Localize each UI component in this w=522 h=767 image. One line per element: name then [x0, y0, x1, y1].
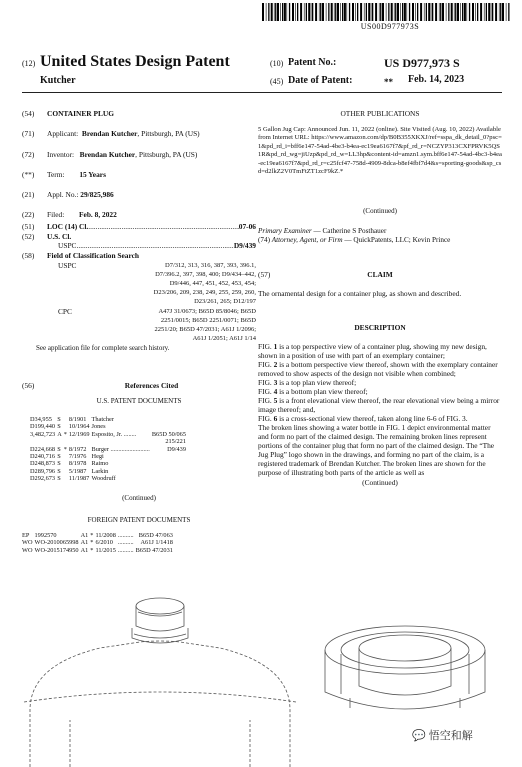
barcode-bar — [335, 3, 336, 21]
barcode-bar — [379, 3, 380, 21]
us-ref-cell: Jones — [91, 423, 106, 431]
plug-on-bottle — [132, 598, 188, 643]
us-ref-cell: D289,796 — [30, 467, 56, 475]
barcode-bar — [432, 3, 433, 21]
foreign-ref-cell: 6/2010 — [95, 539, 113, 547]
us-ref-row — [30, 416, 188, 423]
us-ref-cell: 8/1978 — [68, 460, 87, 468]
us-docs-title: U.S. PATENT DOCUMENTS — [96, 397, 182, 405]
barcode-bar — [352, 3, 354, 21]
barcode-bar — [326, 3, 327, 21]
foreign-ref-cell: WO-2015174950 — [34, 546, 79, 554]
code-21: (21) — [22, 190, 35, 199]
foreign-ref-cell: .......... — [117, 539, 134, 547]
us-ref-cell — [152, 468, 188, 475]
uspc-line: D23/206, 209, 238, 249, 255, 259, 260, — [153, 289, 256, 296]
us-ref-cell: 8/1972 — [68, 445, 87, 453]
foreign-ref-cell: A1 — [80, 532, 89, 539]
code-10: (10) — [270, 59, 284, 68]
us-ref-cell — [152, 453, 188, 460]
code-52: (52) — [22, 232, 35, 241]
barcode-bar — [469, 3, 470, 21]
us-ref-row — [30, 438, 188, 445]
dot-leader — [77, 241, 234, 250]
us-ref-cell: * — [63, 445, 67, 453]
barcode-bar — [284, 3, 286, 21]
us-ref-cell: S — [57, 453, 61, 461]
us-ref-row — [30, 475, 188, 482]
barcode-bar — [334, 3, 335, 21]
code-45: (45) — [270, 77, 284, 86]
us-ref-row — [30, 423, 188, 430]
code-58: (58) — [22, 251, 35, 260]
barcode-bar — [394, 3, 395, 21]
cpc-line: 2251/0015; B65D 2251/0071; B65D — [160, 317, 256, 324]
inventor-surname: Kutcher — [40, 75, 76, 86]
us-ref-cell: 11/1987 — [68, 475, 90, 483]
us-ref-cell — [30, 438, 57, 445]
us-ref-cell: D199,440 — [30, 423, 56, 431]
field-appl-no — [22, 190, 256, 200]
barcode-bar — [442, 3, 444, 21]
see-app-text: See application file for complete search history. — [36, 344, 170, 352]
barcode-bar — [486, 3, 487, 21]
barcode-bar — [439, 3, 440, 21]
barcode-bar — [360, 3, 362, 21]
barcode-bar — [404, 3, 406, 21]
applicant-name: Brendan Kutcher — [81, 129, 138, 138]
barcode-bar — [340, 3, 341, 21]
us-ref-cell: Esposito, Jr. ........ — [91, 430, 137, 438]
field-search-label: Field of Classification Search — [47, 251, 140, 260]
code-54: (54) — [22, 109, 35, 118]
barcode-bar — [508, 3, 509, 21]
barcode-bar — [331, 3, 333, 21]
description-body — [258, 342, 502, 487]
foreign-ref-cell: 1992570 — [34, 532, 57, 539]
barcode-bar — [280, 3, 281, 21]
term-value: 15 Years — [79, 170, 106, 179]
desc-fig-5: FIG. 5 is a front elevational view thereof, the rear elevational view being a mirror image thereof; and, — [258, 396, 500, 414]
foreign-ref-cell: EP — [22, 532, 30, 539]
barcode-bar — [274, 3, 275, 21]
us-ref-cell — [69, 438, 92, 445]
attorney-label: Attorney, Agent, or Firm — [271, 236, 343, 244]
barcode-bar — [308, 3, 310, 21]
us-ref-cell: Hegi — [91, 453, 104, 461]
barcode-bar — [420, 3, 422, 21]
barcode-bar — [464, 3, 466, 21]
barcode-bar — [495, 3, 497, 21]
barcode-bar — [304, 3, 305, 21]
foreign-ref-cell: 11/2015 — [95, 546, 116, 554]
barcode-bar — [446, 3, 447, 21]
barcode-bar — [320, 3, 321, 21]
field-inventor — [22, 150, 256, 160]
barcode-bar — [275, 3, 276, 21]
barcode-bar — [388, 3, 389, 21]
foreign-ref-row — [22, 547, 175, 554]
barcode-bar — [502, 3, 504, 21]
barcode-bar — [426, 3, 427, 21]
examiner-line — [258, 227, 502, 236]
barcode — [262, 3, 510, 21]
barcode-bar — [372, 3, 373, 21]
barcode-bar — [484, 3, 485, 21]
appl-value: 29/825,986 — [80, 190, 114, 199]
attorney-line — [258, 236, 502, 245]
field-refs — [22, 381, 256, 391]
date-stars: ** — [384, 77, 393, 87]
barcode-bar — [271, 3, 273, 21]
us-ref-cell: A — [57, 430, 62, 438]
uspc-label: USPC — [58, 241, 77, 250]
claim-title: CLAIM — [367, 270, 393, 279]
barcode-bar — [312, 3, 313, 21]
barcode-bar — [287, 3, 288, 21]
us-ref-cell: S — [57, 416, 61, 423]
us-ref-cell: D248,873 — [30, 460, 56, 468]
inventor-label: Inventor: — [47, 150, 75, 159]
desc-fig-4: FIG. 4 is a bottom plan view thereof; — [258, 387, 368, 396]
inventor-location: , Pittsburgh, PA (US) — [135, 150, 198, 159]
other-pubs-text: 5 Gallon Jug Cap: Announced Jun. 11, 2022 (online). Site Visited (Aug. 10, 2022) Available from Internet URL: https://www.amazon.com/dp/B0B355XKXJ/ref=sspa_dk_detail_0?psc=1&pd_rd_i=bff6e147-54ad-4be3-b4ea-ec19ea6167f7&pf_rd_r=NCZYP313CXFPRVK5QS1R&pd_rd_wg=jiUzp&pd_rd_w=LL3hp&content-id=amzn1.sym.bff6e147-54ad-4bc3-b4ea-ec19ea6167f7&pd_rd_r=c25fcf47-758d-4909-8dca-b8ef4fbf7d4&s=sporting-goods&sp_csd=d2lkZ2V0TmFtZT1zcF9kZ.* — [258, 126, 502, 176]
barcode-bar — [268, 3, 269, 21]
barcode-bar — [295, 3, 296, 21]
us-ref-cell: 215/221 — [165, 438, 186, 446]
us-refs-table — [30, 416, 188, 483]
header-rule — [22, 92, 502, 93]
us-ref-cell — [152, 416, 188, 423]
us-ref-cell: S — [57, 475, 61, 483]
us-ref-cell: 10/1964 — [68, 423, 90, 431]
code-12: (12) — [22, 59, 36, 68]
barcode-bar — [289, 3, 290, 21]
barcode-bar — [431, 3, 432, 21]
barcode-bar — [492, 3, 493, 21]
code-72: (72) — [22, 150, 35, 159]
barcode-number: US00D977973S — [360, 22, 420, 31]
barcode-bar — [266, 3, 267, 21]
us-ref-cell: 7/1976 — [68, 453, 87, 461]
barcode-bar — [371, 3, 372, 21]
barcode-bar — [500, 3, 501, 21]
foreign-ref-cell: A1 — [80, 546, 89, 554]
barcode-bar — [380, 3, 381, 21]
field-title — [22, 109, 256, 119]
desc-body-text: The broken lines showing a water bottle in FIG. 1 depict environmental matter and form no part of the claimed design. The remaining broken lines represent portions of the container plug that form no part of the claimed design. The “The Jug Plug” logo shown in the drawings, and forming no part of the claim, is a registered trademark of Brendan Kutcher. The broken lines are shown for the purpose of illustrating both parts of the article as well as — [258, 423, 495, 477]
us-ref-cell: * — [63, 430, 67, 438]
continued-refs: (Continued) — [122, 494, 156, 502]
claim-heading — [258, 270, 502, 280]
barcode-bar — [262, 3, 264, 21]
field-uspc — [22, 241, 256, 251]
barcode-bar — [457, 3, 459, 21]
us-ref-row — [30, 446, 188, 453]
desc-fig-3: FIG. 3 is a top plan view thereof; — [258, 378, 357, 387]
us-ref-cell: S — [57, 445, 61, 453]
filed-value: Feb. 8, 2022 — [79, 210, 117, 219]
barcode-bar — [355, 3, 356, 21]
us-ref-row — [30, 460, 188, 467]
barcode-bar — [454, 3, 455, 21]
barcode-bar — [328, 3, 329, 21]
field-search — [22, 251, 256, 261]
code-71: (71) — [22, 129, 35, 138]
barcode-bar — [382, 3, 384, 21]
us-ref-cell: D292,673 — [30, 475, 56, 483]
barcode-bar — [499, 3, 500, 21]
us-ref-cell — [152, 475, 188, 482]
foreign-ref-cell: WO — [22, 539, 33, 547]
loc-label: LOC (14) Cl. — [47, 222, 89, 231]
code-22: (22) — [22, 210, 35, 219]
barcode-bar — [451, 3, 453, 21]
barcode-bar — [357, 3, 358, 21]
barcode-bar — [412, 3, 414, 21]
barcode-bar — [366, 3, 367, 21]
barcode-bar — [277, 3, 279, 21]
code-51: (51) — [22, 222, 35, 231]
foreign-ref-cell: WO — [22, 546, 33, 554]
uspc-line: D7/396.2, 397, 398, 400; D9/434–442, — [155, 271, 256, 278]
foreign-ref-cell: WO-2010065998 — [34, 539, 79, 547]
us-ref-cell: Thatcher — [91, 416, 114, 423]
date-label: Date of Patent: — [288, 75, 353, 86]
refs-title: References Cited — [124, 381, 179, 390]
continued-desc: (Continued) — [362, 478, 398, 487]
cpc-line: 2251/20; B65D 47/2031; A61J 1/2096; — [154, 326, 256, 333]
examiner-label: Primary Examiner — [258, 227, 312, 235]
barcode-bar — [306, 3, 307, 21]
watermark — [412, 727, 473, 743]
us-ref-cell: S — [57, 423, 61, 431]
foreign-ref-cell: * — [90, 532, 94, 539]
us-ref-cell: D9/439 — [167, 445, 186, 453]
title: CONTAINER PLUG — [47, 109, 114, 118]
field-term — [22, 170, 256, 180]
barcode-bar — [292, 3, 294, 21]
foreign-ref-cell: B65D 47/063 — [138, 532, 173, 539]
us-ref-row — [30, 453, 188, 460]
us-ref-row — [30, 468, 188, 475]
description-title: DESCRIPTION — [354, 323, 406, 332]
foreign-ref-row — [22, 539, 175, 546]
patent-date: Feb. 14, 2023 — [408, 74, 465, 85]
barcode-bar — [337, 3, 339, 21]
barcode-bar — [417, 3, 418, 21]
barcode-bar — [435, 3, 437, 21]
barcode-bar — [344, 3, 346, 21]
barcode-bar — [491, 3, 492, 21]
term-label: Term: — [47, 170, 65, 179]
foreign-docs-title: FOREIGN PATENT DOCUMENTS — [87, 516, 191, 524]
chat-bubble-icon: 💬 — [412, 728, 426, 742]
us-ref-cell: D34,955 — [30, 416, 52, 423]
barcode-bar — [322, 3, 324, 21]
barcode-bar — [462, 3, 463, 21]
foreign-ref-cell: * — [90, 539, 94, 547]
barcode-bar — [395, 3, 396, 21]
uspc-line: D9/446, 447, 451, 452, 453, 454; — [169, 280, 256, 287]
us-ref-cell: S — [57, 460, 61, 468]
barcode-bar — [315, 3, 317, 21]
us-ref-cell: B65D 50/065 — [151, 430, 186, 438]
barcode-bar — [391, 3, 393, 21]
appl-label: Appl. No.: — [47, 190, 79, 199]
barcode-bar — [467, 3, 468, 21]
barcode-bar — [477, 3, 478, 21]
desc-fig-6: FIG. 6 is a cross-sectional view thereof, taken along line 6-6 of FIG. 3. — [258, 414, 468, 423]
uspc-value: D9/439 — [233, 241, 256, 250]
us-ref-cell: 8/1901 — [68, 416, 87, 423]
us-ref-cell: Burger ......................... — [91, 445, 150, 453]
uspc-line: D23/261, 265; D12/197 — [194, 298, 256, 305]
field-applicant — [22, 129, 256, 139]
barcode-bar — [319, 3, 320, 21]
barcode-bar — [297, 3, 298, 21]
patent-number-label: Patent No.: — [288, 57, 337, 68]
watermark-text: 悟空和解 — [428, 729, 473, 742]
foreign-ref-cell: A1 — [80, 539, 89, 547]
uspc-line: D7/312, 313, 316, 387, 393, 396.1, — [165, 262, 256, 269]
us-ref-cell: S — [57, 467, 61, 475]
barcode-bar — [428, 3, 430, 21]
foreign-refs-table — [22, 532, 175, 554]
foreign-ref-cell: .......... — [117, 546, 134, 554]
cpc-label: CPC — [58, 307, 72, 316]
barcode-bar — [448, 3, 449, 21]
barcode-bar — [386, 3, 387, 21]
cpc-line: A47J 31/0673; B65D 85/8046; B65D — [158, 308, 256, 315]
barcode-bar — [311, 3, 312, 21]
dot-leader — [88, 222, 238, 231]
attorney-name: — QuickPatents, LLC; Kevin Prince — [342, 236, 451, 244]
barcode-bar — [455, 3, 456, 21]
us-ref-cell: D240,716 — [30, 453, 56, 461]
continued-pubs: (Continued) — [363, 207, 397, 215]
filed-label: Filed: — [47, 210, 65, 219]
barcode-bar — [300, 3, 302, 21]
loc-value: 07-06 — [238, 222, 256, 231]
foreign-ref-cell: 11/2008 — [95, 532, 116, 539]
us-ref-cell: Woodruff — [91, 475, 116, 483]
barcode-bar — [472, 3, 474, 21]
us-ref-cell: Raimo — [91, 460, 109, 468]
patent-number: US D977,973 S — [384, 56, 460, 70]
other-pubs-title: OTHER PUBLICATIONS — [340, 109, 420, 118]
applicant-label: Applicant: — [47, 129, 79, 138]
field-loc — [22, 222, 256, 232]
claim-text: The ornamental design for a container plug, as shown and described. — [258, 289, 462, 298]
us-ref-row — [30, 431, 188, 438]
foreign-ref-cell: .......... — [117, 532, 134, 539]
code-term: (**) — [22, 170, 35, 179]
barcode-bar — [349, 3, 350, 21]
code-74: (74) — [258, 236, 270, 244]
barcode-bar — [480, 3, 482, 21]
cpc-line: A61J 1/2051; A61J 1/14 — [192, 335, 256, 342]
barcode-bar — [397, 3, 399, 21]
inventor-name: Brendan Kutcher — [79, 150, 136, 159]
code-56: (56) — [22, 381, 35, 390]
us-ref-cell: Larkin — [91, 467, 109, 475]
barcode-bar — [415, 3, 416, 21]
us-ref-cell: D224,668 — [30, 445, 56, 453]
barcode-bar — [402, 3, 403, 21]
desc-fig-1: FIG. 1 is a top perspective view of a container plug, showing my new design, shown in a position of use with part of an exemplary container; — [258, 342, 487, 360]
document-type: United States Design Patent — [40, 53, 230, 70]
us-ref-cell: 3,482,723 — [30, 430, 56, 438]
code-57: (57) — [258, 270, 271, 279]
us-ref-cell — [152, 423, 188, 430]
us-ref-cell — [152, 460, 188, 467]
barcode-bar — [424, 3, 425, 21]
us-ref-cell — [92, 438, 152, 445]
barcode-bar — [475, 3, 476, 21]
field-filed — [22, 210, 256, 220]
uspc-search-label: USPC — [58, 261, 77, 270]
barcode-bar — [400, 3, 401, 21]
us-ref-cell: 12/1969 — [68, 430, 90, 438]
barcode-bar — [488, 3, 490, 21]
barcode-bar — [368, 3, 370, 21]
bottle-outline — [24, 641, 296, 767]
barcode-bar — [364, 3, 365, 21]
foreign-ref-cell: A61J 1/1418 — [140, 539, 173, 547]
barcode-bar — [506, 3, 507, 21]
barcode-bar — [407, 3, 408, 21]
desc-fig-2: FIG. 2 is a bottom perspective view thereof, shown with the exemplary container removed to show aspects of the design not visible when combined; — [258, 360, 498, 378]
foreign-ref-cell: B65D 47/2031 — [135, 546, 173, 554]
foreign-ref-cell: * — [90, 546, 94, 554]
uscl-label: U.S. Cl. — [47, 232, 72, 241]
barcode-bar — [347, 3, 348, 21]
barcode-bar — [342, 3, 343, 21]
plug-bottom-view — [325, 626, 485, 709]
barcode-bar — [440, 3, 441, 21]
description-heading — [258, 323, 502, 332]
applicant-location: , Pittsburgh, PA (US) — [137, 129, 200, 138]
barcode-bar — [409, 3, 410, 21]
barcode-bar — [460, 3, 461, 21]
barcode-bar — [282, 3, 283, 21]
us-ref-cell: 5/1987 — [68, 467, 87, 475]
barcode-bar — [375, 3, 377, 21]
examiner-name: — Catherine S Posthauer — [311, 227, 387, 235]
foreign-ref-row — [22, 532, 175, 539]
